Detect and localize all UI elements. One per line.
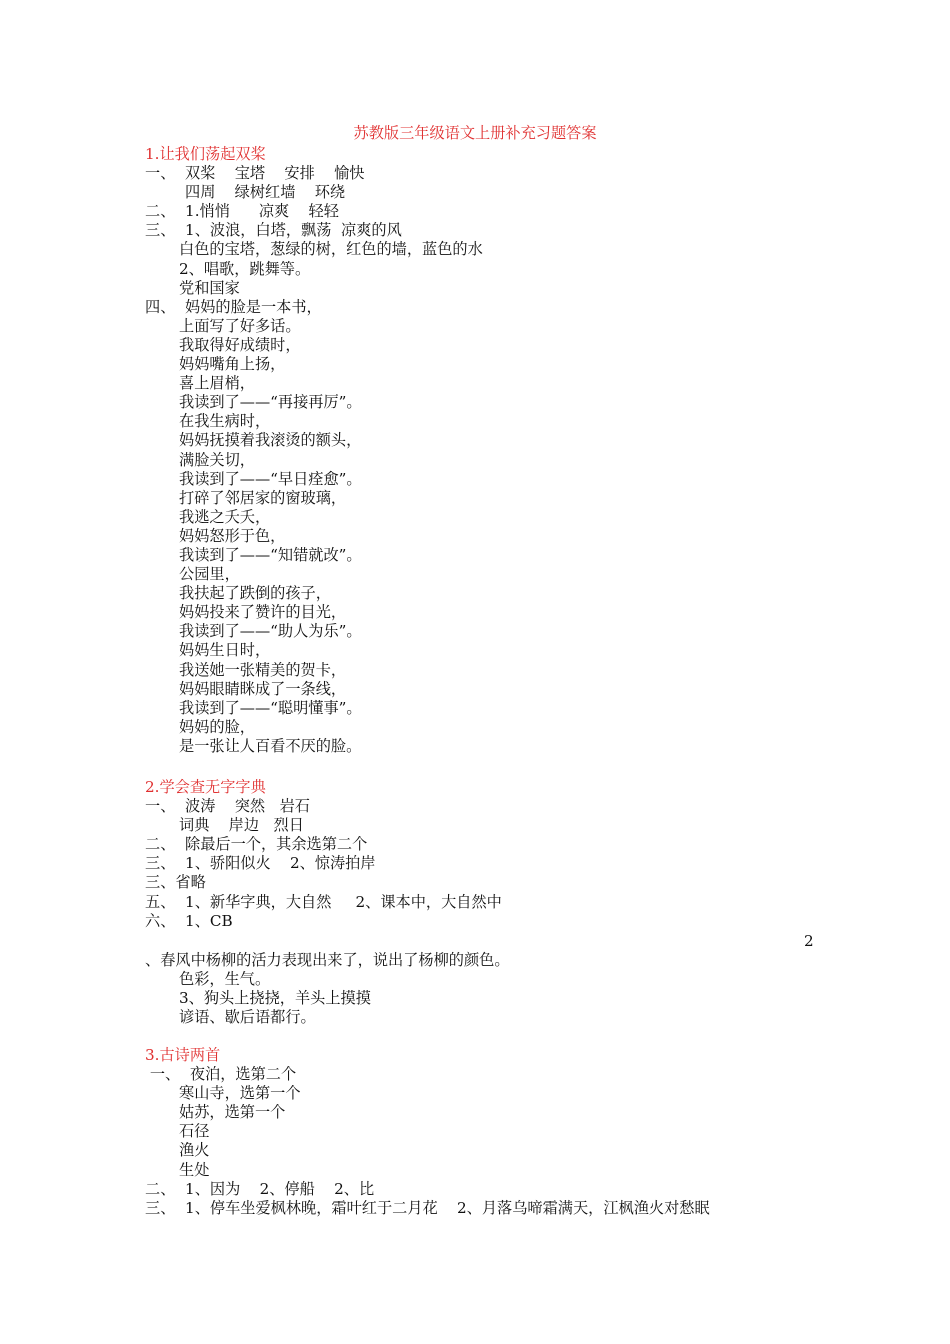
- answer-line: 三、 1、波浪，白塔，飘荡 凉爽的风: [145, 221, 402, 240]
- answer-line: 白色的宝塔，葱绿的树，红色的墙，蓝色的水: [179, 240, 483, 259]
- answer-line: 五、 1、新华字典，大自然 2、课本中，大自然中: [145, 892, 502, 911]
- page-number: 2: [804, 932, 814, 950]
- answer-line: 三、省略: [145, 873, 206, 892]
- poem-line: 我扶起了跌倒的孩子，: [179, 584, 331, 603]
- poem-line: 我读到了——“知错就改”。: [179, 545, 362, 564]
- document-title: 苏教版三年级语文上册补充习题答案: [353, 124, 597, 142]
- poem-line: 我取得好成绩时，: [179, 335, 301, 354]
- answer-line: 一、 双桨 宝塔 安排 愉快: [145, 164, 365, 183]
- section-2-continued: [145, 951, 865, 1027]
- answer-line: 2、唱歌，跳舞等。: [179, 259, 311, 278]
- poem-line: 妈妈的脸，: [179, 717, 255, 736]
- answer-line: 四周 绿树红墙 环绕: [185, 183, 346, 202]
- poem-line: 妈妈怒形于色，: [179, 526, 286, 545]
- section-3-heading: 3.古诗两首: [145, 1046, 221, 1064]
- answer-line: 谚语、歇后语都行。: [179, 1008, 316, 1027]
- answer-line: 渔火: [179, 1141, 210, 1160]
- answer-line: 、春风中杨柳的活力表现出来了，说出了杨柳的颜色。: [145, 951, 510, 969]
- answer-line: 词典 岸边 烈日: [179, 816, 304, 835]
- answer-line: 3、狗头上挠挠，羊头上摸摸: [179, 989, 371, 1008]
- answer-line: 生处: [179, 1160, 210, 1179]
- answer-line: 姑苏，选第一个: [179, 1103, 286, 1122]
- answer-line: 六、 1、CB: [145, 911, 233, 930]
- poem-line: 满脸关切，: [179, 450, 255, 469]
- poem-line: 妈妈抚摸着我滚烫的额头，: [179, 431, 362, 450]
- section-1: [145, 145, 865, 756]
- answer-line: 一、 波涛 突然 岩石: [145, 797, 310, 816]
- poem-line: 妈妈投来了赞许的目光，: [179, 603, 347, 622]
- section-2: [145, 778, 865, 931]
- answer-line: 二、 除最后一个，其余选第二个: [145, 835, 368, 854]
- poem-line: 妈妈生日时，: [179, 641, 271, 660]
- poem-line: 我逃之夭夭，: [179, 507, 271, 526]
- poem-line: 喜上眉梢，: [179, 374, 255, 393]
- poem-line: 我送她一张精美的贺卡，: [179, 660, 347, 679]
- poem-line: 我读到了——“早日痊愈”。: [179, 469, 362, 488]
- answer-line: 三、 1、骄阳似火 2、惊涛拍岸: [145, 854, 376, 873]
- poem-line: 妈妈嘴角上扬，: [179, 355, 286, 374]
- poem-line: 我读到了——“聪明懂事”。: [179, 698, 362, 717]
- answer-line: 寒山寺，选第一个: [179, 1084, 301, 1103]
- section-1-heading: 1.让我们荡起双桨: [145, 145, 266, 163]
- poem-line: 我读到了——“助人为乐”。: [179, 622, 362, 641]
- poem-line: 上面写了好多话。: [179, 316, 301, 335]
- poem-line: 我读到了——“再接再厉”。: [179, 393, 362, 412]
- poem-line: 打碎了邻居家的窗玻璃，: [179, 488, 347, 507]
- section-3: [145, 1046, 865, 1218]
- answer-line: 四、 妈妈的脸是一本书，: [145, 297, 322, 316]
- poem-line: 在我生病时，: [179, 412, 271, 431]
- answer-line: 三、 1、停车坐爱枫林晚，霜叶红于二月花 2、月落乌啼霜满天，江枫渔火对愁眠: [145, 1198, 710, 1217]
- answer-line: 二、 1、因为 2、停船 2、比: [145, 1179, 375, 1198]
- answer-line: 一、 夜泊，选第二个: [145, 1065, 297, 1084]
- poem-line: 是一张让人百看不厌的脸。: [179, 736, 362, 755]
- answer-line: 二、 1.悄悄 凉爽 轻轻: [145, 202, 339, 221]
- answer-line: 党和国家: [179, 278, 240, 297]
- poem-line: 公园里，: [179, 565, 240, 584]
- answer-line: 石径: [179, 1122, 210, 1141]
- answer-line: 色彩，生气。: [179, 970, 271, 989]
- section-2-heading: 2.学会查无字字典: [145, 778, 266, 796]
- poem-line: 妈妈眼睛眯成了一条线，: [179, 679, 347, 698]
